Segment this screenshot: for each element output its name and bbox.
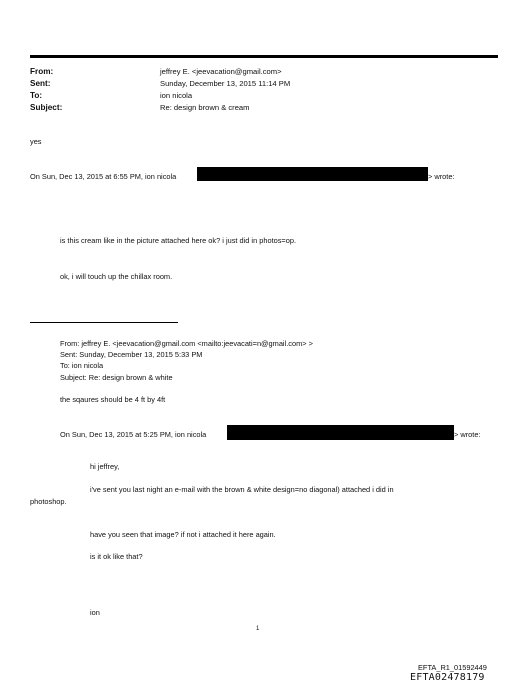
sent-label: Sent: — [30, 79, 51, 88]
fwd-from: From: jeffrey E. <jeevacation@gmail.com <mailto:jeevacati=n@gmail.com> > — [60, 339, 313, 348]
redaction-box — [227, 425, 454, 440]
signoff: ion — [90, 608, 100, 617]
fwd-body: the sqaures should be 4 ft by 4ft — [60, 395, 166, 404]
fwd-sent: Sent: Sunday, December 13, 2015 5:33 PM — [60, 350, 203, 359]
sent-value: Sunday, December 13, 2015 11:14 PM — [160, 79, 291, 88]
redaction-box — [197, 167, 428, 181]
quote1-attribution: On Sun, Dec 13, 2015 at 6:55 PM, ion nicola — [30, 172, 177, 181]
quoted-line-1: is this cream like in the picture attached here ok? i just did in photos=op. — [60, 236, 297, 245]
bates-number-1: EFTA_R1_01592449 — [418, 663, 487, 672]
bates-number-2: EFTA02478179 — [410, 672, 485, 683]
quote2-wrote: > wrote: — [454, 430, 481, 439]
paragraph-2: have you seen that image? if not i attached it here again. — [90, 530, 276, 539]
paragraph-3: is it ok like that? — [90, 552, 143, 561]
from-label: From: — [30, 67, 54, 76]
subject-label: Subject: — [30, 103, 63, 112]
reply-text: yes — [30, 137, 42, 146]
header-rule — [30, 55, 498, 58]
separator-rule — [30, 322, 178, 323]
quote1-wrote: > wrote: — [428, 172, 455, 181]
to-label: To: — [30, 91, 43, 100]
fwd-subject: Subject: Re: design brown & white — [60, 373, 173, 382]
quote2-attribution: On Sun, Dec 13, 2015 at 5:25 PM, ion nicola — [60, 430, 207, 439]
paragraph-1-wrap: photoshop. — [30, 497, 67, 506]
quoted-line-2: ok, i will touch up the chillax room. — [60, 272, 173, 281]
page-number: 1 — [256, 626, 260, 632]
subject-value: Re: design brown & cream — [160, 103, 250, 112]
paragraph-1: i've sent you last night an e-mail with the brown & white design=no diagonal) attached i did in — [90, 485, 394, 494]
greeting: hi jeffrey, — [90, 462, 120, 471]
fwd-to: To: ion nicola — [60, 361, 104, 370]
from-value: jeffrey E. <jeevacation@gmail.com> — [160, 67, 282, 76]
to-value: ion nicola — [160, 91, 193, 100]
